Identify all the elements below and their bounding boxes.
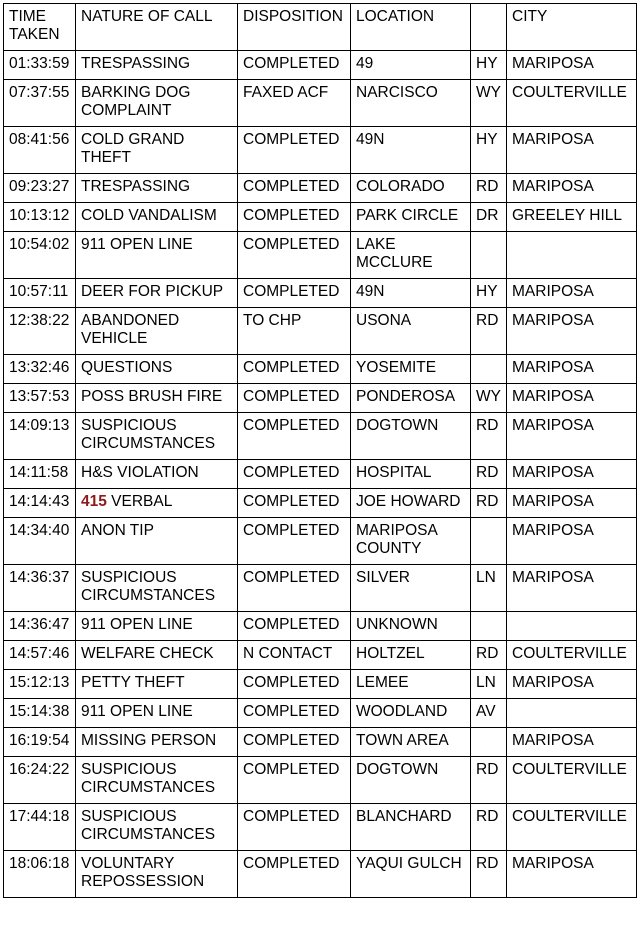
cell-city: MARIPOSA: [507, 728, 637, 757]
cell-time: 01:33:59: [4, 51, 76, 80]
cell-suffix: RD: [471, 413, 507, 460]
cell-nature: [76, 232, 238, 279]
cell-location: 49N: [351, 127, 471, 174]
cell-city: MARIPOSA: [507, 413, 637, 460]
cell-nature: [76, 699, 238, 728]
cell-nature: [76, 460, 238, 489]
cell-disposition: COMPLETED: [238, 851, 351, 898]
cell-suffix: [471, 728, 507, 757]
table-row: [4, 413, 637, 460]
nature-text: VERBAL: [106, 493, 173, 510]
cell-city: MARIPOSA: [507, 670, 637, 699]
table-row: [4, 203, 637, 232]
cell-suffix: AV: [471, 699, 507, 728]
table-row: [4, 174, 637, 203]
cell-nature: [76, 804, 238, 851]
nature-text: MISSING PERSON: [81, 732, 217, 749]
cell-city: MARIPOSA: [507, 851, 637, 898]
cell-nature: [76, 51, 238, 80]
table-row: [4, 80, 637, 127]
table-row: [4, 565, 637, 612]
cell-disposition: FAXED ACF: [238, 80, 351, 127]
cell-location: DOGTOWN: [351, 757, 471, 804]
table-row: [4, 308, 637, 355]
nature-text: 911 OPEN LINE: [81, 236, 193, 253]
table-row: [4, 384, 637, 413]
cell-time: 13:32:46: [4, 355, 76, 384]
nature-text: 911 OPEN LINE: [81, 703, 193, 720]
nature-text: QUESTIONS: [81, 359, 173, 376]
cell-disposition: COMPLETED: [238, 518, 351, 565]
cell-city: GREELEY HILL: [507, 203, 637, 232]
cell-location: UNKNOWN: [351, 612, 471, 641]
table-row: [4, 851, 637, 898]
cell-disposition: COMPLETED: [238, 127, 351, 174]
cell-city: MARIPOSA: [507, 460, 637, 489]
table-row: [4, 489, 637, 518]
table-row: [4, 518, 637, 565]
cell-nature: [76, 641, 238, 670]
cell-suffix: RD: [471, 174, 507, 203]
cell-time: 14:57:46: [4, 641, 76, 670]
nature-text: BARKING DOG COMPLAINT: [81, 84, 191, 119]
cell-suffix: HY: [471, 279, 507, 308]
cell-city: MARIPOSA: [507, 174, 637, 203]
cell-location: HOLTZEL: [351, 641, 471, 670]
table-row: [4, 670, 637, 699]
cell-disposition: N CONTACT: [238, 641, 351, 670]
cell-suffix: RD: [471, 460, 507, 489]
nature-text: SUSPICIOUS CIRCUMSTANCES: [81, 417, 216, 452]
cell-disposition: COMPLETED: [238, 413, 351, 460]
cell-location: USONA: [351, 308, 471, 355]
cell-nature: [76, 279, 238, 308]
cell-city: [507, 612, 637, 641]
cell-location: MARIPOSA COUNTY: [351, 518, 471, 565]
call-log-body: [4, 51, 637, 898]
cell-city: [507, 699, 637, 728]
cell-time: 14:36:47: [4, 612, 76, 641]
cell-nature: [76, 670, 238, 699]
cell-time: 15:12:13: [4, 670, 76, 699]
table-row: [4, 279, 637, 308]
cell-nature: [76, 203, 238, 232]
cell-time: 14:11:58: [4, 460, 76, 489]
header-nature: NATURE OF CALL: [76, 4, 238, 51]
table-row: [4, 127, 637, 174]
cell-location: YOSEMITE: [351, 355, 471, 384]
cell-city: [507, 232, 637, 279]
cell-city: MARIPOSA: [507, 279, 637, 308]
cell-disposition: COMPLETED: [238, 804, 351, 851]
cell-nature: [76, 413, 238, 460]
cell-disposition: COMPLETED: [238, 384, 351, 413]
cell-suffix: DR: [471, 203, 507, 232]
cell-location: LEMEE: [351, 670, 471, 699]
cell-location: HOSPITAL: [351, 460, 471, 489]
nature-text: SUSPICIOUS CIRCUMSTANCES: [81, 761, 216, 796]
cell-nature: [76, 355, 238, 384]
header-location: LOCATION: [351, 4, 471, 51]
cell-disposition: COMPLETED: [238, 460, 351, 489]
cell-location: LAKE MCCLURE: [351, 232, 471, 279]
cell-nature: [76, 384, 238, 413]
nature-text: TRESPASSING: [81, 178, 191, 195]
cell-time: 16:19:54: [4, 728, 76, 757]
cell-city: COULTERVILLE: [507, 641, 637, 670]
cell-nature: [76, 80, 238, 127]
cell-disposition: COMPLETED: [238, 51, 351, 80]
cell-city: COULTERVILLE: [507, 80, 637, 127]
table-row: [4, 699, 637, 728]
cell-location: SILVER: [351, 565, 471, 612]
cell-time: 14:09:13: [4, 413, 76, 460]
cell-time: 14:34:40: [4, 518, 76, 565]
cell-city: MARIPOSA: [507, 518, 637, 565]
cell-time: 07:37:55: [4, 80, 76, 127]
cell-suffix: [471, 518, 507, 565]
cell-disposition: COMPLETED: [238, 279, 351, 308]
header-time: TIME TAKEN: [4, 4, 76, 51]
nature-text: SUSPICIOUS CIRCUMSTANCES: [81, 808, 216, 843]
nature-text: 911 OPEN LINE: [81, 616, 193, 633]
nature-text: H&S VIOLATION: [81, 464, 199, 481]
cell-suffix: RD: [471, 851, 507, 898]
cell-time: 13:57:53: [4, 384, 76, 413]
cell-location: DOGTOWN: [351, 413, 471, 460]
cell-city: MARIPOSA: [507, 127, 637, 174]
cell-time: 17:44:18: [4, 804, 76, 851]
cell-time: 16:24:22: [4, 757, 76, 804]
cell-disposition: COMPLETED: [238, 699, 351, 728]
cell-suffix: [471, 232, 507, 279]
table-row: [4, 757, 637, 804]
table-row: [4, 728, 637, 757]
cell-location: 49N: [351, 279, 471, 308]
table-row: [4, 232, 637, 279]
cell-location: YAQUI GULCH: [351, 851, 471, 898]
cell-disposition: COMPLETED: [238, 757, 351, 804]
cell-suffix: LN: [471, 565, 507, 612]
cell-location: PONDEROSA: [351, 384, 471, 413]
cell-disposition: COMPLETED: [238, 355, 351, 384]
header-row: [4, 4, 637, 51]
table-row: [4, 460, 637, 489]
nature-text: ANON TIP: [81, 522, 154, 539]
cell-location: BLANCHARD: [351, 804, 471, 851]
cell-nature: [76, 851, 238, 898]
cell-suffix: WY: [471, 80, 507, 127]
nature-text: ABANDONED VEHICLE: [81, 312, 180, 347]
cell-location: COLORADO: [351, 174, 471, 203]
nature-text: TRESPASSING: [81, 55, 191, 72]
cell-disposition: TO CHP: [238, 308, 351, 355]
cell-suffix: RD: [471, 308, 507, 355]
cell-suffix: HY: [471, 127, 507, 174]
nature-text: COLD GRAND THEFT: [81, 131, 185, 166]
cell-time: 14:14:43: [4, 489, 76, 518]
cell-suffix: RD: [471, 489, 507, 518]
cell-nature: [76, 518, 238, 565]
cell-disposition: COMPLETED: [238, 612, 351, 641]
cell-nature: [76, 728, 238, 757]
cell-disposition: COMPLETED: [238, 232, 351, 279]
cell-disposition: COMPLETED: [238, 174, 351, 203]
cell-time: 10:57:11: [4, 279, 76, 308]
cell-location: 49: [351, 51, 471, 80]
cell-time: 15:14:38: [4, 699, 76, 728]
cell-location: JOE HOWARD: [351, 489, 471, 518]
cell-time: 09:23:27: [4, 174, 76, 203]
cell-nature: [76, 308, 238, 355]
cell-time: 18:06:18: [4, 851, 76, 898]
cell-location: WOODLAND: [351, 699, 471, 728]
cell-city: MARIPOSA: [507, 355, 637, 384]
cell-disposition: COMPLETED: [238, 203, 351, 232]
call-code: 415: [81, 493, 107, 510]
cell-nature: [76, 174, 238, 203]
cell-suffix: RD: [471, 804, 507, 851]
nature-text: WELFARE CHECK: [81, 645, 214, 662]
cell-location: PARK CIRCLE: [351, 203, 471, 232]
nature-text: COLD VANDALISM: [81, 207, 217, 224]
cell-city: COULTERVILLE: [507, 757, 637, 804]
cell-city: MARIPOSA: [507, 51, 637, 80]
cell-location: NARCISCO: [351, 80, 471, 127]
cell-disposition: COMPLETED: [238, 670, 351, 699]
cell-suffix: HY: [471, 51, 507, 80]
cell-suffix: [471, 612, 507, 641]
cell-nature: [76, 757, 238, 804]
cell-nature: [76, 565, 238, 612]
cell-location: TOWN AREA: [351, 728, 471, 757]
nature-text: POSS BRUSH FIRE: [81, 388, 223, 405]
nature-text: SUSPICIOUS CIRCUMSTANCES: [81, 569, 216, 604]
nature-text: VOLUNTARY REPOSSESSION: [81, 855, 205, 890]
cell-suffix: RD: [471, 641, 507, 670]
cell-time: 14:36:37: [4, 565, 76, 612]
header-disposition: DISPOSITION: [238, 4, 351, 51]
nature-text: PETTY THEFT: [81, 674, 185, 691]
table-row: [4, 804, 637, 851]
call-log-table: [3, 3, 637, 898]
cell-disposition: COMPLETED: [238, 728, 351, 757]
cell-city: MARIPOSA: [507, 308, 637, 355]
cell-city: COULTERVILLE: [507, 804, 637, 851]
cell-city: MARIPOSA: [507, 384, 637, 413]
cell-time: 10:13:12: [4, 203, 76, 232]
table-row: [4, 612, 637, 641]
nature-text: DEER FOR PICKUP: [81, 283, 224, 300]
cell-nature: [76, 612, 238, 641]
cell-suffix: RD: [471, 757, 507, 804]
cell-city: MARIPOSA: [507, 489, 637, 518]
cell-nature: [76, 127, 238, 174]
table-row: [4, 355, 637, 384]
table-row: [4, 51, 637, 80]
header-city: CITY: [507, 4, 637, 51]
cell-suffix: LN: [471, 670, 507, 699]
cell-nature: [76, 489, 238, 518]
cell-suffix: WY: [471, 384, 507, 413]
cell-time: 10:54:02: [4, 232, 76, 279]
table-row: [4, 641, 637, 670]
cell-time: 12:38:22: [4, 308, 76, 355]
cell-disposition: COMPLETED: [238, 489, 351, 518]
cell-time: 08:41:56: [4, 127, 76, 174]
cell-city: MARIPOSA: [507, 565, 637, 612]
cell-disposition: COMPLETED: [238, 565, 351, 612]
cell-suffix: [471, 355, 507, 384]
header-suffix: [471, 4, 507, 51]
